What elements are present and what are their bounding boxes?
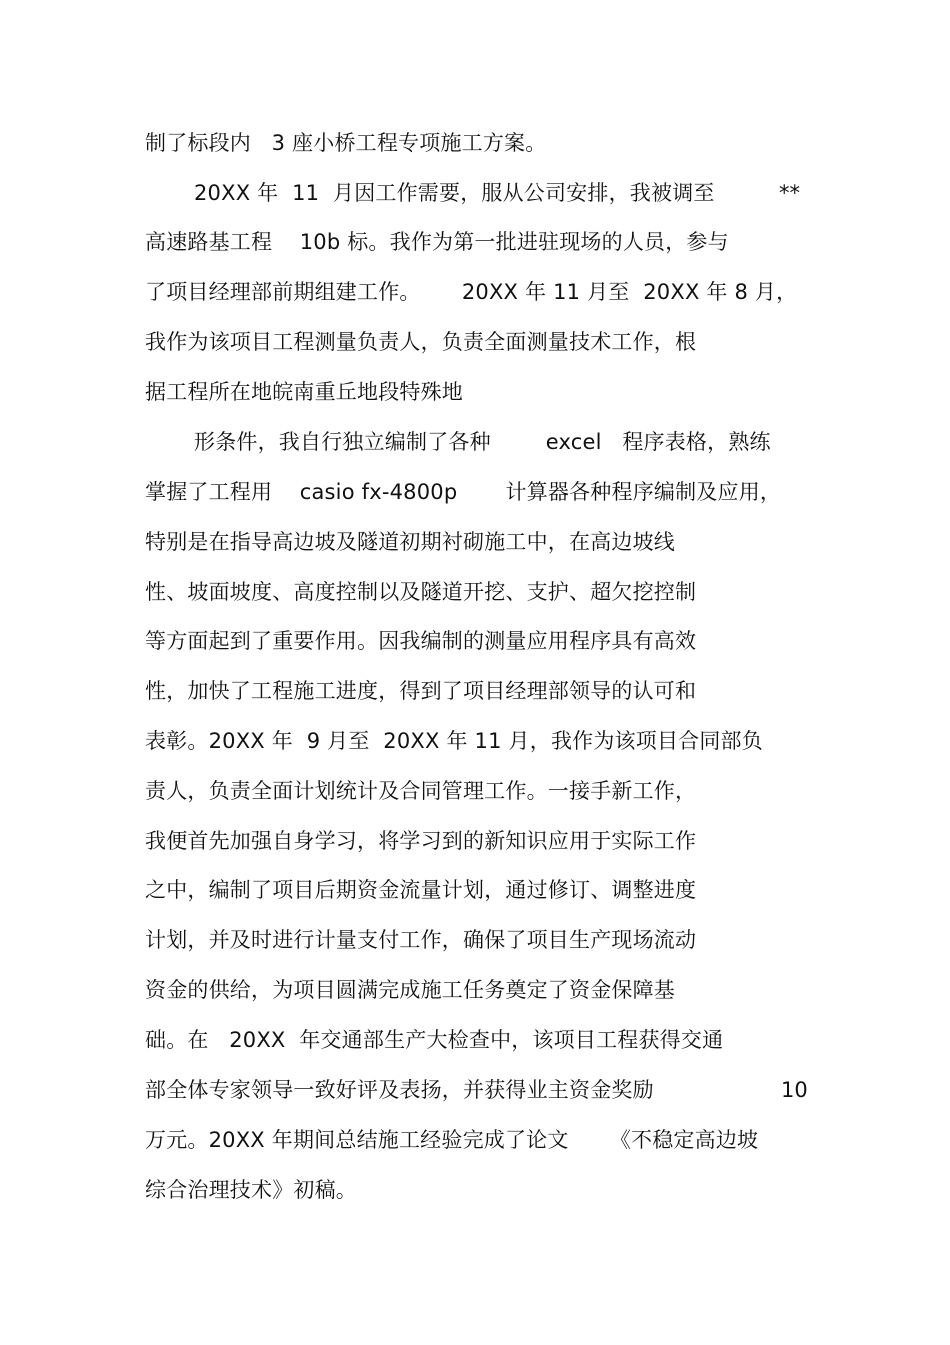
text-line-20-right-token: 10 [781, 1078, 808, 1102]
text-line-22: 综合治理技术》初稿。 [145, 1178, 357, 1202]
text-line-18: 资金的供给，为项目圆满完成施工任务奠定了资金保障基 [145, 978, 675, 1002]
text-line-13: 表彰。20XX 年 9 月至 20XX 年 11 月，我作为该项目合同部负 [145, 729, 763, 753]
text-line-12: 性，加快了工程施工进度，得到了项目经理部领导的认可和 [145, 679, 697, 703]
text-line-8: 掌握了工程用 casio fx-4800p 计算器各种程序编制及应用， [145, 480, 782, 504]
text-line-2-right-token: ** [779, 181, 800, 205]
text-line-3: 高速路基工程 10b 标。我作为第一批进驻现场的人员，参与 [145, 230, 729, 254]
text-line-11: 等方面起到了重要作用。因我编制的测量应用程序具有高效 [145, 629, 697, 653]
text-line-5: 我作为该项目工程测量负责人，负责全面测量技术工作，根 [145, 330, 697, 354]
text-line-17: 计划，并及时进行计量支付工作，确保了项目生产现场流动 [145, 928, 697, 952]
text-line-9: 特别是在指导高边坡及隧道初期衬砌施工中，在高边坡线 [145, 530, 675, 554]
text-line-14: 责人，负责全面计划统计及合同管理工作。一接手新工作， [145, 779, 697, 803]
text-line-10: 性、坡面坡度、高度控制以及隧道开挖、支护、超欠挖控制 [145, 580, 697, 604]
text-line-19: 础。在 20XX 年交通部生产大检查中，该项目工程获得交通 [145, 1028, 724, 1052]
text-line-2: 20XX 年 11 月因工作需要，服从公司安排，我被调至 [194, 181, 715, 205]
text-line-16: 之中，编制了项目后期资金流量计划，通过修订、调整进度 [145, 878, 697, 902]
text-line-4: 了项目经理部前期组建工作。 20XX 年 11 月至 20XX 年 8 月， [145, 280, 798, 304]
text-line-15: 我便首先加强自身学习，将学习到的新知识应用于实际工作 [145, 829, 697, 853]
text-line-7: 形条件，我自行独立编制了各种 excel 程序表格，熟练 [194, 430, 771, 454]
text-line-20: 部全体专家领导一致好评及表扬，并获得业主资金奖励 [145, 1078, 654, 1102]
text-line-21: 万元。20XX 年期间总结施工经验完成了论文 《不稳定高边坡 [145, 1128, 759, 1152]
text-line-6: 据工程所在地皖南重丘地段特殊地 [145, 380, 463, 404]
text-line-1: 制了标段内 3 座小桥工程专项施工方案。 [145, 131, 547, 155]
